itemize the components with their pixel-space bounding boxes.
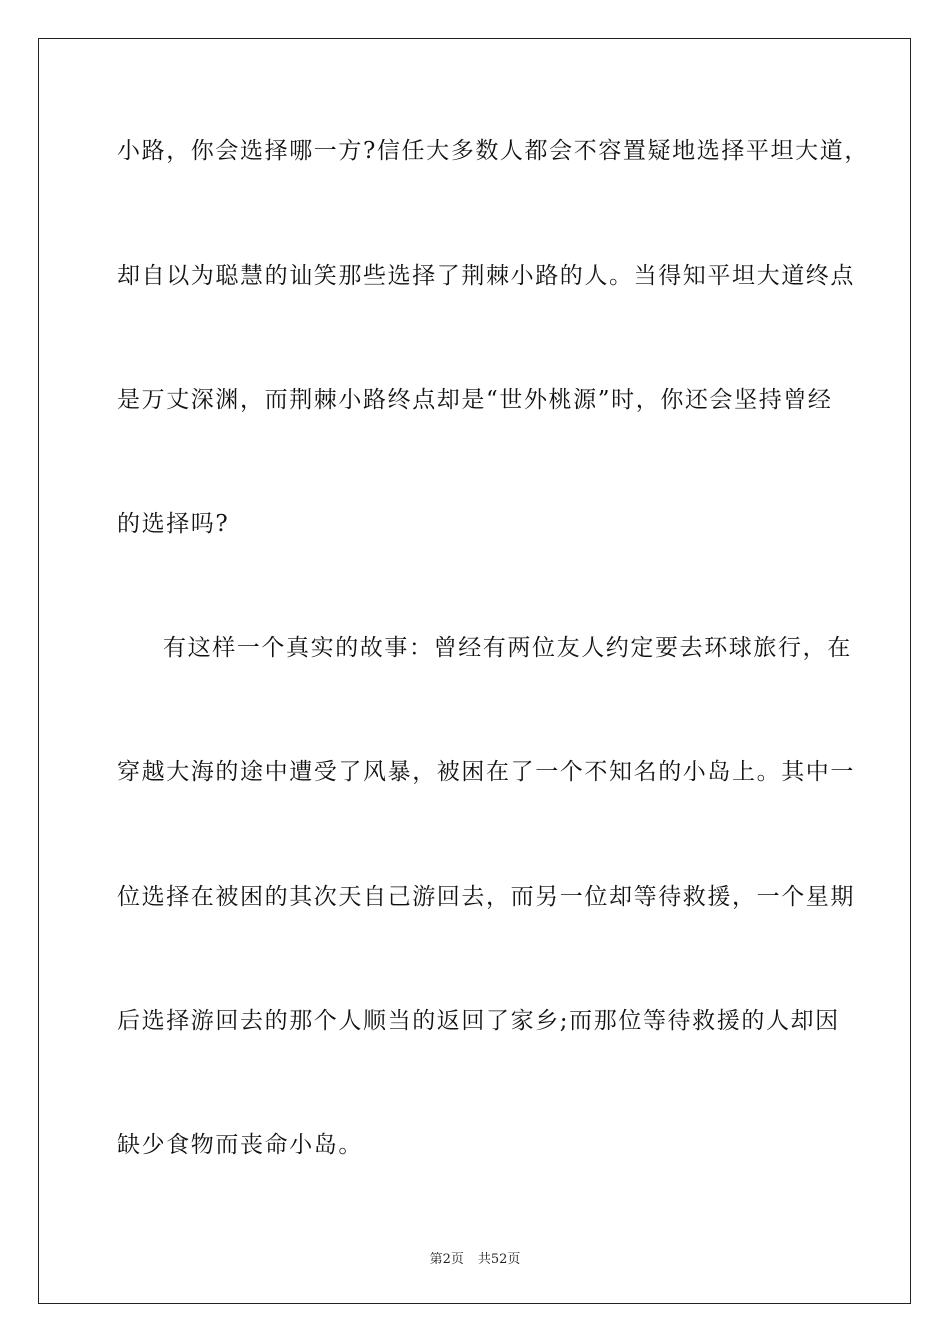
page-footer <box>0 1248 950 1267</box>
text-line: 小路，你会选择哪一方?信任大多数人都会不容置疑地选择平坦大道， <box>117 138 869 164</box>
page-total: 共52页 <box>477 1252 521 1267</box>
text-line: 穿越大海的途中遭受了风暴，被困在了一个不知名的小岛上。其中一 <box>117 759 855 785</box>
page-border <box>38 38 911 1304</box>
text-line: 缺少食物而丧命小岛。 <box>117 1132 363 1158</box>
paragraph-first-line: 有这样一个真实的故事：曾经有两位友人约定要去环球旅行，在 <box>163 635 852 661</box>
text-line: 后选择游回去的那个人顺当的返回了家乡;而那位等待救援的人却因 <box>117 1008 840 1034</box>
page-number: 第2页 <box>429 1252 464 1267</box>
text-line: 是万丈深渊，而荆棘小路终点却是“世外桃源”时，你还会坚持曾经 <box>117 387 833 413</box>
text-line: 的选择吗? <box>117 511 230 537</box>
text-line: 位选择在被困的其次天自己游回去，而另一位却等待救援，一个星期 <box>117 884 855 910</box>
text-line: 却自以为聪慧的讪笑那些选择了荆棘小路的人。当得知平坦大道终点 <box>117 263 855 289</box>
